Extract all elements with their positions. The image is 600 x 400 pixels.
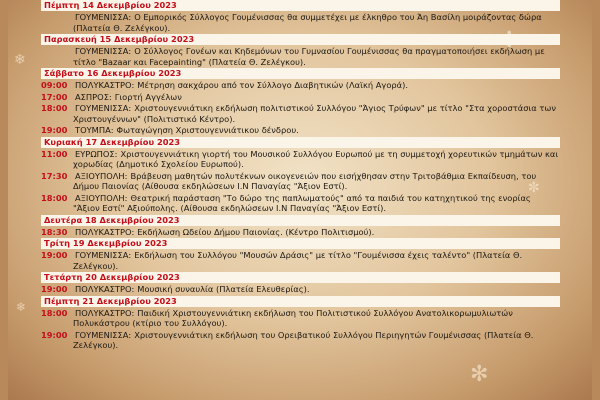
event-time: 19:00 bbox=[41, 284, 68, 294]
event-body bbox=[73, 250, 560, 271]
event-place: ΓΟΥΜΕΝΙΣΣΑ: bbox=[75, 329, 132, 340]
snowflake-icon: ✻ bbox=[470, 362, 489, 387]
day-header: Κυριακή 17 Δεκεμβρίου 2023 bbox=[41, 137, 560, 148]
event-place: ΑΞΙΟΥΠΟΛΗ: bbox=[75, 192, 128, 203]
event-item bbox=[41, 171, 560, 192]
day-header: Σάββατο 16 Δεκεμβρίου 2023 bbox=[41, 68, 560, 79]
event-place: ΕΥΡΩΠΟΣ: bbox=[75, 148, 118, 159]
event-body bbox=[73, 284, 310, 295]
event-time: 09:00 bbox=[41, 80, 68, 90]
event-item bbox=[41, 46, 560, 67]
event-place: ΤΟΥΜΠΑ: bbox=[75, 125, 114, 135]
event-description: Θεατρική παράσταση "Το δώρο της παπλωματούς" από τα παιδιά του κατηχητικού της ενορίας "Άξιον Εστί" Αξιούπολης. (Αίθουσα εκδηλώσεων Ι.Ν Παναγίας "Άξιον Εστί). bbox=[73, 192, 531, 213]
event-description: Ο Σύλλογος Γονέων και Κηδεμόνων του Γυμνασίου Γουμένισσας θα πραγματοποιήσει εκδήλωση με τίτλο "Bazaar και Facepainting" (Πλατεία Θ. Ζελέγκου). bbox=[73, 46, 545, 67]
event-body bbox=[73, 103, 560, 124]
day-header: Πέμπτη 14 Δεκεμβρίου 2023 bbox=[41, 0, 560, 11]
event-place: ΑΣΠΡΟΣ: bbox=[75, 91, 112, 102]
event-item bbox=[41, 103, 560, 124]
event-time: 18:00 bbox=[41, 307, 68, 318]
event-item bbox=[41, 149, 560, 170]
event-body bbox=[73, 330, 560, 351]
event-description: Χριστουγεννιάτικη γιορτή του Μουσικού Συλλόγου Ευρωπού με τη συμμετοχή χορευτικών τμημάτων και χορωδίας (Δημοτικό Σχολείου Ευρωπού). bbox=[73, 148, 559, 169]
snowflake-icon: ❄ bbox=[14, 52, 26, 68]
day-header: Δευτέρα 18 Δεκεμβρίου 2023 bbox=[41, 215, 560, 226]
event-item bbox=[41, 125, 560, 136]
event-description: Φωταγώγηση Χριστουγεννιάτικου δένδρου. bbox=[116, 125, 299, 135]
event-time: 17:00 bbox=[41, 91, 68, 102]
day-header: Παρασκευή 15 Δεκεμβρίου 2023 bbox=[41, 34, 560, 45]
event-item bbox=[41, 308, 560, 329]
event-place: ΠΟΛΥΚΑΣΤΡΟ: bbox=[75, 284, 135, 294]
event-time: 19:00 bbox=[41, 125, 68, 135]
event-body bbox=[73, 92, 182, 103]
event-body bbox=[73, 80, 408, 91]
event-description: Μουσική συναυλία (Πλατεία Ελευθερίας). bbox=[137, 284, 310, 294]
day-header: Πέμπτη 21 Δεκεμβρίου 2023 bbox=[41, 296, 560, 307]
event-description: Γιορτή Αγγέλων bbox=[114, 91, 182, 102]
event-body bbox=[73, 149, 560, 170]
event-body bbox=[73, 125, 299, 136]
event-item bbox=[41, 227, 560, 238]
event-time bbox=[41, 46, 73, 67]
event-place: ΓΟΥΜΕΝΙΣΣΑ: bbox=[75, 103, 132, 113]
event-time: 19:00 bbox=[41, 329, 68, 340]
event-item bbox=[41, 250, 560, 271]
event-description: Εκδήλωση Ωδείου Δήμου Παιονίας. (Κέντρο Πολιτισμού). bbox=[137, 226, 375, 237]
event-item bbox=[41, 284, 560, 295]
event-description: Χριστουγεννιάτικη εκδήλωση πολιτιστικού Συλλόγου "Άγιος Τρύφων" με τίτλο "Στα χοροστάσια των Χριστουγέννων" (Πολιτιστικό Κέντρο). bbox=[73, 103, 556, 124]
event-schedule bbox=[41, 0, 560, 352]
event-body bbox=[73, 308, 560, 329]
day-header: Τρίτη 19 Δεκεμβρίου 2023 bbox=[41, 238, 560, 249]
snowflake-icon: ✼ bbox=[528, 180, 540, 196]
event-time: 11:00 bbox=[41, 148, 68, 159]
event-place: ΓΟΥΜΕΝΙΣΣΑ: bbox=[75, 250, 132, 260]
event-time bbox=[41, 12, 73, 33]
event-place: ΓΟΥΜΕΝΙΣΣΑ: bbox=[75, 46, 132, 56]
event-item bbox=[41, 330, 560, 351]
event-place: ΠΟΛΥΚΑΣΤΡΟ: bbox=[75, 226, 135, 237]
event-time: 18:00 bbox=[41, 192, 68, 203]
event-body bbox=[73, 46, 560, 67]
event-item bbox=[41, 92, 560, 103]
event-description: Βράβευση μαθητών πολυτέκνων οικογενειών που εισήχθησαν στην Τριτοβάθμια Εκπαίδευση, του Δήμου Παιονίας (Αίθουσα εκδηλώσεων Ι.Ν Παναγίας "Άξιον Εστί). bbox=[73, 170, 537, 191]
event-time: 18:00 bbox=[41, 103, 68, 113]
event-body bbox=[73, 193, 560, 214]
event-item bbox=[41, 80, 560, 91]
event-description: Μέτρηση σακχάρου από τον Σύλλογο Διαβητικών (Λαϊκή Αγορά). bbox=[137, 80, 409, 90]
event-body bbox=[73, 171, 560, 192]
event-place: ΓΟΥΜΕΝΙΣΣΑ: bbox=[75, 12, 132, 22]
event-body bbox=[73, 227, 374, 238]
event-description: Χριστουγεννιάτικη εκδήλωση του Ορειβατικού Συλλόγου Περιηγητών Γουμένισσας (Πλατεία Θ. Ζελέγκου). bbox=[73, 329, 534, 350]
event-place: ΑΞΙΟΥΠΟΛΗ: bbox=[75, 170, 128, 181]
event-description: Εκδήλωση του Συλλόγου "Μουσών Δράσις" με τίτλο "Γουμένισσα έχεις ταλέντο" (Πλατεία Θ. Ζελέγκου). bbox=[73, 250, 523, 271]
day-header: Τετάρτη 20 Δεκεμβρίου 2023 bbox=[41, 272, 560, 283]
event-place: ΠΟΛΥΚΑΣΤΡΟ: bbox=[75, 80, 135, 90]
event-description: Ο Εμπορικός Σύλλογος Γουμένισσας θα συμμετέχει με έλκηθρο του Άη Βασίλη μοιράζοντας δώρα (Πλατεία Θ. Ζελέγκου). bbox=[73, 12, 542, 33]
event-time: 18:30 bbox=[41, 226, 68, 237]
event-place: ΠΟΛΥΚΑΣΤΡΟ: bbox=[75, 307, 135, 318]
event-item bbox=[41, 193, 560, 214]
snowflake-icon: ❄ bbox=[16, 300, 27, 314]
event-time: 17:30 bbox=[41, 170, 68, 181]
event-time: 19:00 bbox=[41, 250, 68, 260]
event-description: Παιδική Χριστουγεννιάτικη εκδήλωση του Πολιτιστικού Συλλόγου Ανατολικορωμυλιωτών Πολυκάστρου (κτίριο του Συλλόγου). bbox=[73, 307, 513, 328]
event-item bbox=[41, 12, 560, 33]
event-body bbox=[73, 12, 560, 33]
